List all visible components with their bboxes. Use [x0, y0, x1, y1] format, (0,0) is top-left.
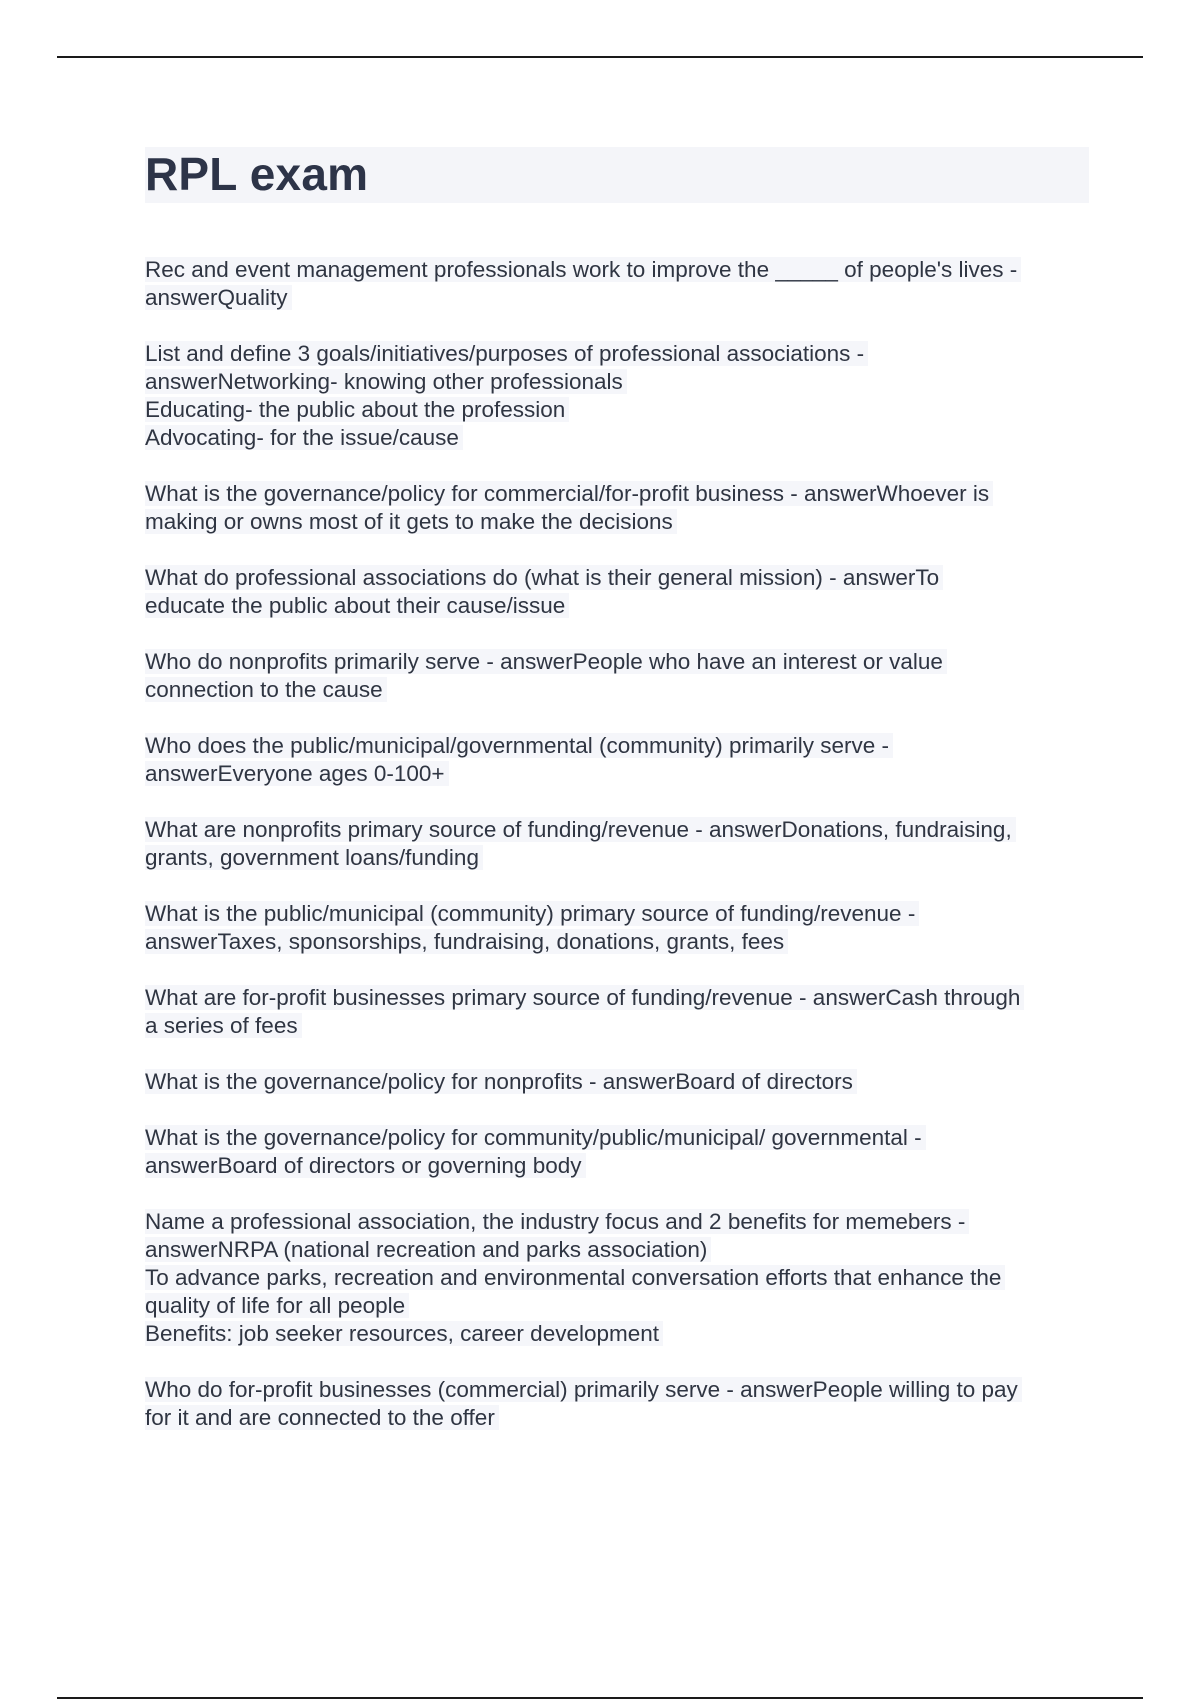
- qa-list: [145, 256, 1095, 1460]
- entry-line: Who do for-profit businesses (commercial) primarily serve - answerPeople willing to pay: [145, 1376, 1095, 1404]
- entry-line: answerBoard of directors or governing body: [145, 1152, 1095, 1180]
- qa-entry: [145, 564, 1095, 620]
- bottom-rule: [57, 1697, 1143, 1699]
- entry-line: List and define 3 goals/initiatives/purposes of professional associations -: [145, 340, 1095, 368]
- page-title: RPL exam: [145, 148, 369, 200]
- entry-line: connection to the cause: [145, 676, 1095, 704]
- entry-line: Educating- the public about the profession: [145, 396, 1095, 424]
- entry-line: answerQuality: [145, 284, 1095, 312]
- qa-entry: [145, 256, 1095, 312]
- entry-line: answerNRPA (national recreation and parks association): [145, 1236, 1095, 1264]
- entry-line: Advocating- for the issue/cause: [145, 424, 1095, 452]
- qa-entry: [145, 1124, 1095, 1180]
- entry-line: for it and are connected to the offer: [145, 1404, 1095, 1432]
- entry-line: Name a professional association, the industry focus and 2 benefits for memebers -: [145, 1208, 1095, 1236]
- qa-entry: [145, 984, 1095, 1040]
- qa-entry: [145, 1068, 1095, 1096]
- entry-line: What is the governance/policy for community/public/municipal/ governmental -: [145, 1124, 1095, 1152]
- qa-entry: [145, 1208, 1095, 1348]
- entry-line: Who does the public/municipal/governmental (community) primarily serve -: [145, 732, 1095, 760]
- entry-line: What do professional associations do (what is their general mission) - answerTo: [145, 564, 1095, 592]
- entry-line: answerTaxes, sponsorships, fundraising, donations, grants, fees: [145, 928, 1095, 956]
- qa-entry: [145, 1376, 1095, 1432]
- qa-entry: [145, 648, 1095, 704]
- entry-line: What is the governance/policy for commercial/for-profit business - answerWhoever is: [145, 480, 1095, 508]
- entry-line: educate the public about their cause/issue: [145, 592, 1095, 620]
- top-rule: [57, 56, 1143, 58]
- entry-line: What is the governance/policy for nonprofits - answerBoard of directors: [145, 1068, 1095, 1096]
- qa-entry: [145, 900, 1095, 956]
- entry-line: To advance parks, recreation and environmental conversation efforts that enhance the: [145, 1264, 1095, 1292]
- qa-entry: [145, 340, 1095, 452]
- entry-line: a series of fees: [145, 1012, 1095, 1040]
- entry-line: answerEveryone ages 0-100+: [145, 760, 1095, 788]
- entry-line: What are nonprofits primary source of funding/revenue - answerDonations, fundraising,: [145, 816, 1095, 844]
- qa-entry: [145, 480, 1095, 536]
- entry-line: answerNetworking- knowing other professionals: [145, 368, 1095, 396]
- qa-entry: [145, 816, 1095, 872]
- qa-entry: [145, 732, 1095, 788]
- entry-line: quality of life for all people: [145, 1292, 1095, 1320]
- entry-line: What are for-profit businesses primary source of funding/revenue - answerCash through: [145, 984, 1095, 1012]
- entry-line: Benefits: job seeker resources, career development: [145, 1320, 1095, 1348]
- entry-line: making or owns most of it gets to make the decisions: [145, 508, 1095, 536]
- entry-line: Rec and event management professionals work to improve the _____ of people's lives -: [145, 256, 1095, 284]
- entry-line: grants, government loans/funding: [145, 844, 1095, 872]
- entry-line: What is the public/municipal (community) primary source of funding/revenue -: [145, 900, 1095, 928]
- entry-line: Who do nonprofits primarily serve - answerPeople who have an interest or value: [145, 648, 1095, 676]
